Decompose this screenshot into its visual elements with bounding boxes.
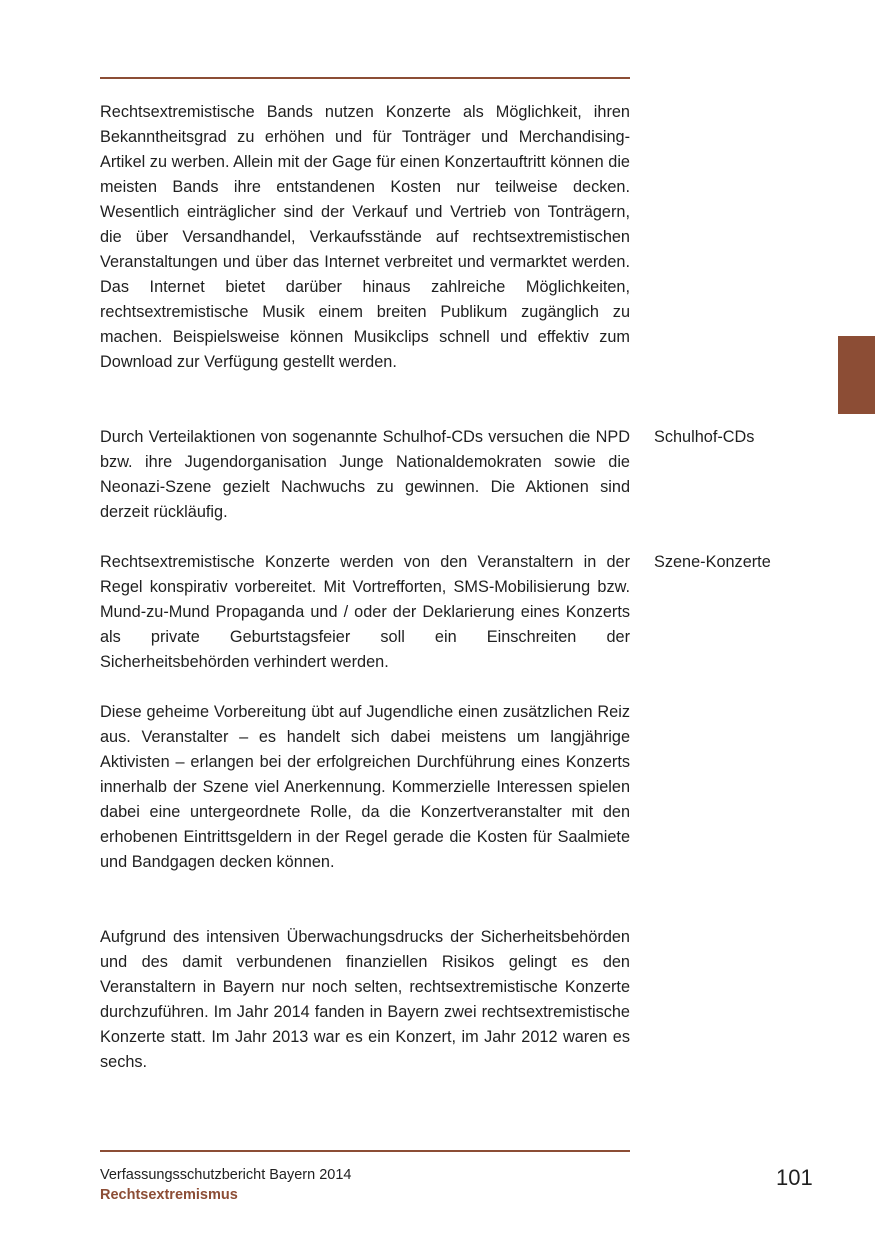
chapter-tab (838, 336, 875, 414)
margin-note-szene-konzerte: Szene-Konzerte (654, 553, 771, 571)
paragraph-bands: Rechtsextremistische Bands nutzen Konzerte als Möglichkeit, ihren Bekanntheitsgrad zu erhöhen und für Tonträger und Merchandising-Artikel zu werben. Allein mit der Gage für einen Konzertauftritt können die meisten Bands ihre entstandenen Kosten nur teilweise decken. Wesentlich einträglicher sind der Verkauf und Vertrieb von Tonträgern, die über Versandhandel, Verkaufsstände auf rechtsextremistischen Veranstaltungen und über das Internet verbreitet und vermarktet werden. Das Internet bietet darüber hinaus zahlreiche Möglichkeiten, rechtsextremistische Musik einem breiten Publikum zugänglich zu machen. Beispielsweise können Musikclips schnell und effektiv zum Download zur Verfügung gestellt werden. (100, 103, 630, 371)
footer-section: Rechtsextremismus (100, 1187, 238, 1203)
footer-rule (100, 1150, 630, 1152)
footer-title: Verfassungsschutzbericht Bayern 2014 (100, 1167, 352, 1183)
margin-note-schulhof-cds: Schulhof-CDs (654, 428, 755, 446)
header-rule (100, 77, 630, 79)
paragraph-szene-konzerte: Rechtsextremistische Konzerte werden von den Veranstaltern in der Regel konspirativ vorbereitet. Mit Vortrefforten, SMS-Mobilisierung bzw. Mund-zu-Mund Propaganda und / oder der Deklarierung eines Konzerts als private Geburtstagsfeier soll ein Einschreiten der Sicherheitsbehörden verhindert werden. (100, 553, 630, 671)
page-number: 101 (776, 1165, 813, 1190)
paragraph-ueberwachung: Aufgrund des intensiven Überwachungsdrucks der Sicherheitsbehörden und des damit verbundenen finanziellen Risikos gelingt es den Veranstaltern in Bayern nur noch selten, rechtsextremistische Konzerte durchzuführen. Im Jahr 2014 fanden in Bayern zwei rechtsextremistische Konzerte statt. Im Jahr 2013 war es ein Konzert, im Jahr 2012 waren es sechs. (100, 928, 630, 1071)
paragraph-vorbereitung: Diese geheime Vorbereitung übt auf Jugendliche einen zusätzlichen Reiz aus. Veranstalter – es handelt sich dabei meistens um langjährige Aktivisten – erlangen bei der erfolgreichen Durchführung eines Konzerts innerhalb der Szene viel Anerkennung. Kommerzielle Interessen spielen dabei eine untergeordnete Rolle, da die Konzertveranstalter mit den erhobenen Eintrittsgeldern in der Regel gerade die Kosten für Saalmiete und Bandgagen decken können. (100, 703, 630, 871)
paragraph-schulhof-cds: Durch Verteilaktionen von sogenannte Schulhof-CDs versuchen die NPD bzw. ihre Jugendorganisation Junge Nationaldemokraten sowie die Neonazi-Szene gezielt Nachwuchs zu gewinnen. Die Aktionen sind derzeit rückläufig. (100, 428, 630, 521)
